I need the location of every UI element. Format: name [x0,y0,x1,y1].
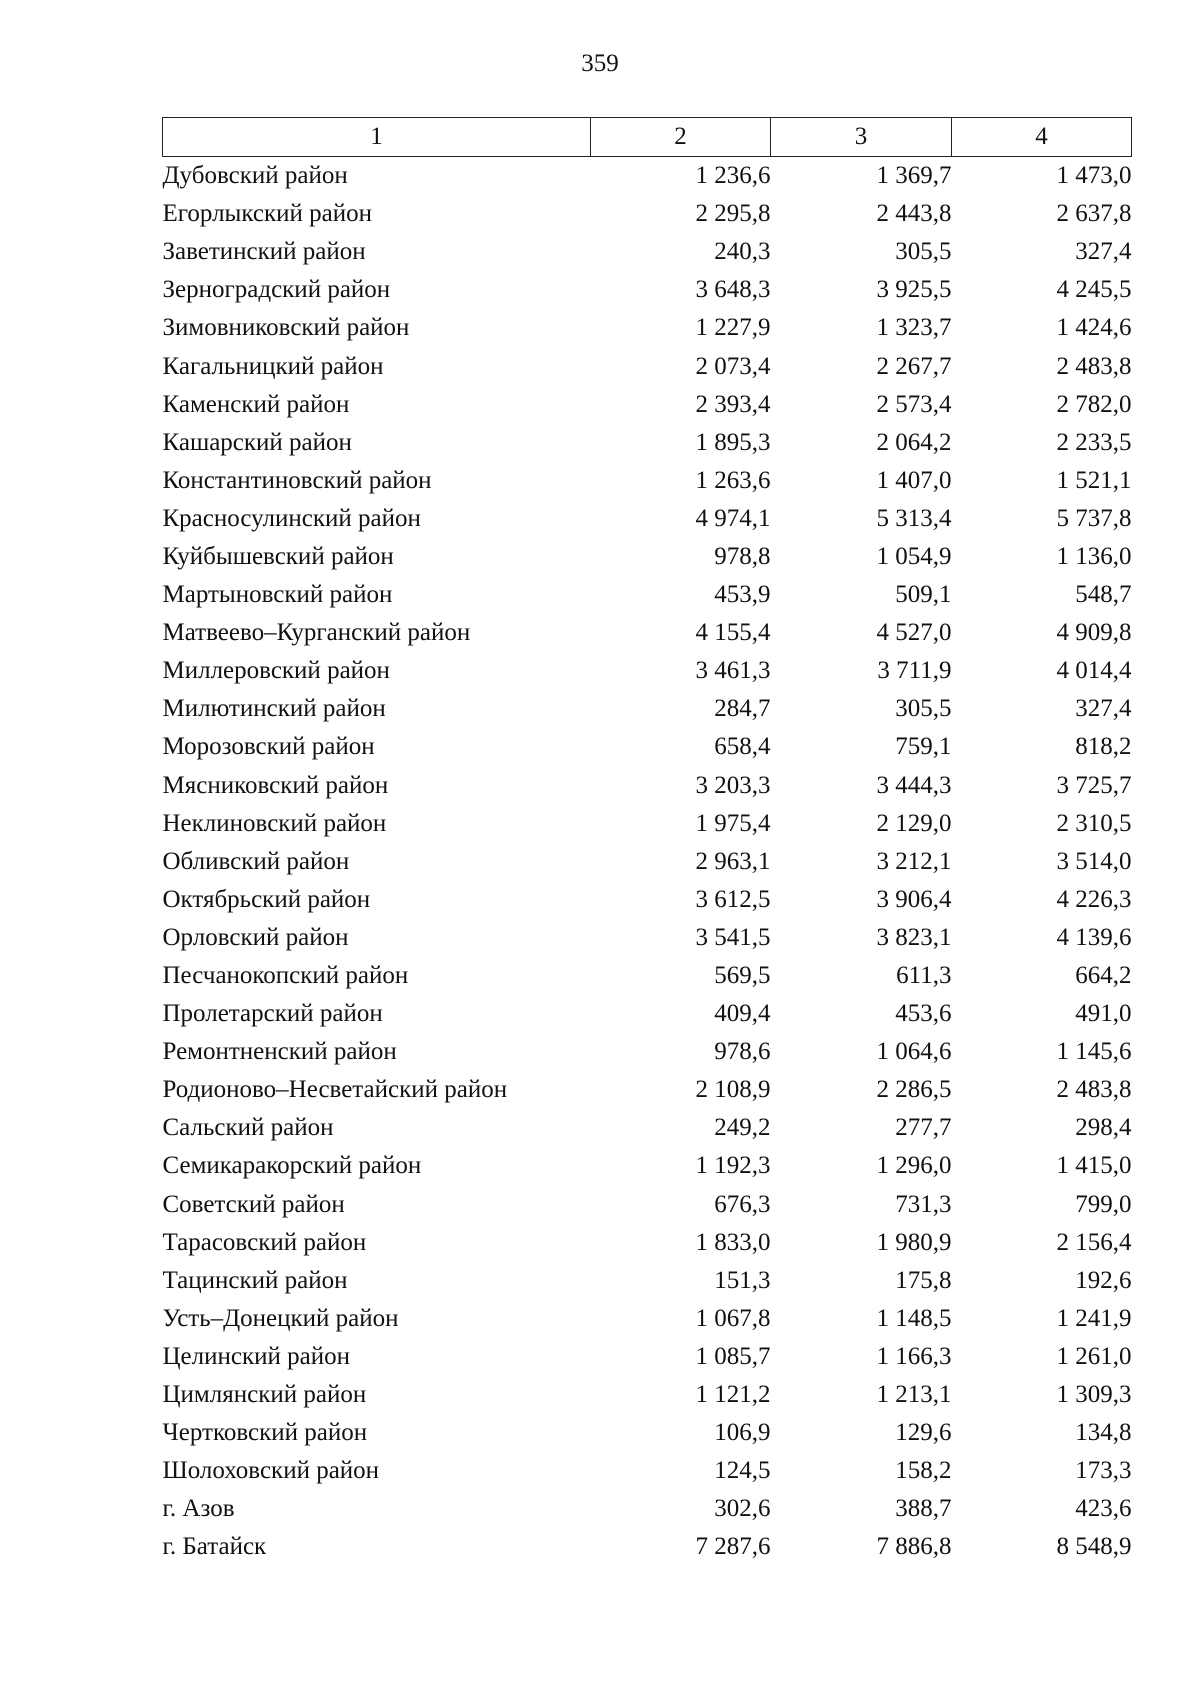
table-row [163,614,1132,652]
table-row [163,919,1132,957]
table-header-row [163,118,1132,157]
value-col-2: 1 121,2 [695,1381,771,1409]
district-name: Ремонтненский район [162,1038,397,1066]
value-col-2: 4 155,4 [695,619,771,647]
value-col-2: 3 612,5 [695,885,771,913]
value-col-3: 731,3 [895,1190,952,1218]
value-col-3: 1 980,9 [876,1228,952,1256]
district-name: Милютинский район [162,695,386,723]
value-col-3: 2 286,5 [876,1076,952,1104]
value-col-3: 277,7 [895,1114,952,1142]
table-row [163,1414,1132,1452]
value-col-4: 4 909,8 [1056,619,1132,647]
value-col-4: 4 245,5 [1056,276,1132,304]
value-col-3: 7 886,8 [876,1533,952,1561]
value-col-2: 978,6 [714,1038,771,1066]
district-name: Орловский район [162,923,349,951]
district-name: Чертковский район [162,1419,368,1447]
district-name: Семикаракорский район [162,1152,422,1180]
value-col-3: 5 313,4 [876,504,952,532]
district-name: Каменский район [162,390,350,418]
district-name: Песчанокопский район [162,962,409,990]
value-col-3: 305,5 [895,238,952,266]
value-col-4: 1 136,0 [1056,542,1132,570]
value-col-3: 1 369,7 [876,162,952,190]
value-col-4: 1 309,3 [1056,1381,1132,1409]
value-col-4: 4 014,4 [1056,657,1132,685]
page-number: 359 [581,50,619,77]
district-name: Кагальницкий район [162,352,384,380]
value-col-4: 2 310,5 [1056,809,1132,837]
value-col-2: 1 192,3 [695,1152,771,1180]
value-col-3: 509,1 [895,581,952,609]
value-col-3: 305,5 [895,695,952,723]
district-name: г. Батайск [162,1533,267,1561]
table-row [163,195,1132,233]
value-col-3: 3 925,5 [876,276,952,304]
column-header-1: 1 [163,118,591,157]
table-row [163,843,1132,881]
value-col-2: 151,3 [714,1266,771,1294]
value-col-4: 3 725,7 [1056,771,1132,799]
value-col-4: 1 473,0 [1056,162,1132,190]
value-col-2: 302,6 [714,1495,771,1523]
district-name: Сальский район [162,1114,334,1142]
value-col-2: 1 975,4 [695,809,771,837]
table-row [163,576,1132,614]
value-col-2: 2 295,8 [695,200,771,228]
value-col-4: 8 548,9 [1056,1533,1132,1561]
value-col-3: 129,6 [895,1419,952,1447]
district-name: Морозовский район [162,733,375,761]
value-col-2: 1 067,8 [695,1304,771,1332]
value-col-2: 676,3 [714,1190,771,1218]
table-row [163,309,1132,347]
value-col-2: 249,2 [714,1114,771,1142]
value-col-2: 2 073,4 [695,352,771,380]
value-col-3: 1 323,7 [876,314,952,342]
value-col-2: 3 648,3 [695,276,771,304]
table-row [163,1528,1132,1566]
value-col-2: 569,5 [714,962,771,990]
value-col-3: 2 129,0 [876,809,952,837]
table-row [163,347,1132,385]
value-col-2: 124,5 [714,1457,771,1485]
value-col-3: 611,3 [896,962,952,990]
value-col-4: 818,2 [1075,733,1132,761]
value-col-4: 3 514,0 [1056,847,1132,875]
table-row [163,500,1132,538]
district-name: Усть–Донецкий район [162,1304,399,1332]
district-name: Егорлыкский район [162,200,372,228]
value-col-3: 3 823,1 [876,923,952,951]
value-col-4: 2 233,5 [1056,428,1132,456]
table-row [163,538,1132,576]
table-row [163,995,1132,1033]
district-name: Целинский район [162,1342,350,1370]
district-name: Мартыновский район [162,581,393,609]
value-col-4: 2 483,8 [1056,352,1132,380]
district-name: Кашарский район [162,428,352,456]
value-col-2: 3 203,3 [695,771,771,799]
table-row [163,157,1132,196]
value-col-3: 1 148,5 [876,1304,952,1332]
table-row [163,767,1132,805]
district-name: Обливский район [162,847,350,875]
table-row [163,1262,1132,1300]
value-col-3: 2 573,4 [876,390,952,418]
value-col-2: 2 963,1 [695,847,771,875]
district-name: Красносулинский район [162,504,421,532]
district-name: Зимовниковский район [162,314,410,342]
value-col-2: 1 236,6 [695,162,771,190]
value-col-3: 2 443,8 [876,200,952,228]
value-col-4: 2 782,0 [1056,390,1132,418]
table-row [163,462,1132,500]
value-col-4: 423,6 [1075,1495,1132,1523]
column-header-3: 3 [771,118,952,157]
table-row [163,1033,1132,1071]
district-name: Неклиновский район [162,809,387,837]
value-col-3: 3 906,4 [876,885,952,913]
value-col-3: 2 267,7 [876,352,952,380]
value-col-4: 491,0 [1075,1000,1132,1028]
district-name: Родионово–Несветайский район [162,1076,508,1104]
value-col-4: 327,4 [1075,695,1132,723]
value-col-3: 2 064,2 [876,428,952,456]
value-col-2: 409,4 [714,1000,771,1028]
value-col-2: 2 393,4 [695,390,771,418]
value-col-2: 658,4 [714,733,771,761]
table-row [163,1338,1132,1376]
value-col-3: 453,6 [895,1000,952,1028]
district-name: Куйбышевский район [162,542,394,570]
value-col-3: 1 166,3 [876,1342,952,1370]
value-col-3: 759,1 [895,733,952,761]
value-col-3: 3 212,1 [876,847,952,875]
table-row [163,424,1132,462]
value-col-3: 1 296,0 [876,1152,952,1180]
table-row [163,1300,1132,1338]
value-col-4: 2 156,4 [1056,1228,1132,1256]
district-name: Мясниковский район [162,771,389,799]
value-col-4: 327,4 [1075,238,1132,266]
value-col-2: 1 895,3 [695,428,771,456]
value-col-3: 388,7 [895,1495,952,1523]
value-col-3: 1 213,1 [876,1381,952,1409]
district-name: Константиновский район [162,466,432,494]
value-col-4: 1 261,0 [1056,1342,1132,1370]
table-body [163,157,1132,1567]
value-col-2: 3 461,3 [695,657,771,685]
value-col-4: 2 483,8 [1056,1076,1132,1104]
column-header-4: 4 [952,118,1132,157]
table-row [163,233,1132,271]
table-row [163,805,1132,843]
value-col-4: 1 241,9 [1056,1304,1132,1332]
data-table [162,117,1132,1566]
table-row [163,728,1132,766]
district-name: Тарасовский район [162,1228,367,1256]
value-col-2: 284,7 [714,695,771,723]
value-col-2: 1 085,7 [695,1342,771,1370]
value-col-3: 3 444,3 [876,771,952,799]
table-row [163,690,1132,728]
district-name: Миллеровский район [162,657,390,685]
value-col-4: 4 226,3 [1056,885,1132,913]
value-col-4: 1 145,6 [1056,1038,1132,1066]
value-col-4: 173,3 [1075,1457,1132,1485]
value-col-4: 664,2 [1075,962,1132,990]
district-name: г. Азов [162,1495,235,1523]
value-col-4: 298,4 [1075,1114,1132,1142]
value-col-3: 158,2 [895,1457,952,1485]
value-col-3: 3 711,9 [877,657,952,685]
table-row [163,1452,1132,1490]
value-col-2: 2 108,9 [695,1076,771,1104]
district-name: Дубовский район [162,162,348,190]
value-col-4: 2 637,8 [1056,200,1132,228]
value-col-3: 4 527,0 [876,619,952,647]
table-row [163,957,1132,995]
district-name: Матвеево–Курганский район [162,619,471,647]
table-row [163,881,1132,919]
district-name: Советский район [162,1190,345,1218]
table-row [163,1376,1132,1414]
value-col-3: 175,8 [895,1266,952,1294]
table-row [163,1186,1132,1224]
value-col-2: 106,9 [714,1419,771,1447]
value-col-2: 453,9 [714,581,771,609]
value-col-3: 1 407,0 [876,466,952,494]
district-name: Цимлянский район [162,1381,367,1409]
value-col-2: 7 287,6 [695,1533,771,1561]
table-row [163,1224,1132,1262]
district-name: Заветинский район [162,238,366,266]
value-col-2: 3 541,5 [695,923,771,951]
table-row [163,271,1132,309]
district-name: Пролетарский район [162,1000,383,1028]
value-col-2: 4 974,1 [695,504,771,532]
value-col-3: 1 064,6 [876,1038,952,1066]
table-row [163,652,1132,690]
value-col-3: 1 054,9 [876,542,952,570]
district-name: Октябрьский район [162,885,371,913]
value-col-2: 240,3 [714,238,771,266]
value-col-4: 548,7 [1075,581,1132,609]
value-col-2: 1 833,0 [695,1228,771,1256]
table-row [163,386,1132,424]
value-col-4: 192,6 [1075,1266,1132,1294]
district-name: Зерноградский район [162,276,391,304]
value-col-4: 4 139,6 [1056,923,1132,951]
value-col-4: 799,0 [1075,1190,1132,1218]
value-col-4: 5 737,8 [1056,504,1132,532]
value-col-2: 1 227,9 [695,314,771,342]
value-col-2: 1 263,6 [695,466,771,494]
table-row [163,1147,1132,1185]
table-row [163,1071,1132,1109]
district-name: Шолоховский район [162,1457,380,1485]
table-row [163,1490,1132,1528]
value-col-4: 1 424,6 [1056,314,1132,342]
value-col-4: 1 521,1 [1056,466,1132,494]
table-row [163,1109,1132,1147]
column-header-2: 2 [591,118,771,157]
value-col-4: 1 415,0 [1056,1152,1132,1180]
value-col-4: 134,8 [1075,1419,1132,1447]
value-col-2: 978,8 [714,542,771,570]
district-name: Тацинский район [162,1266,348,1294]
